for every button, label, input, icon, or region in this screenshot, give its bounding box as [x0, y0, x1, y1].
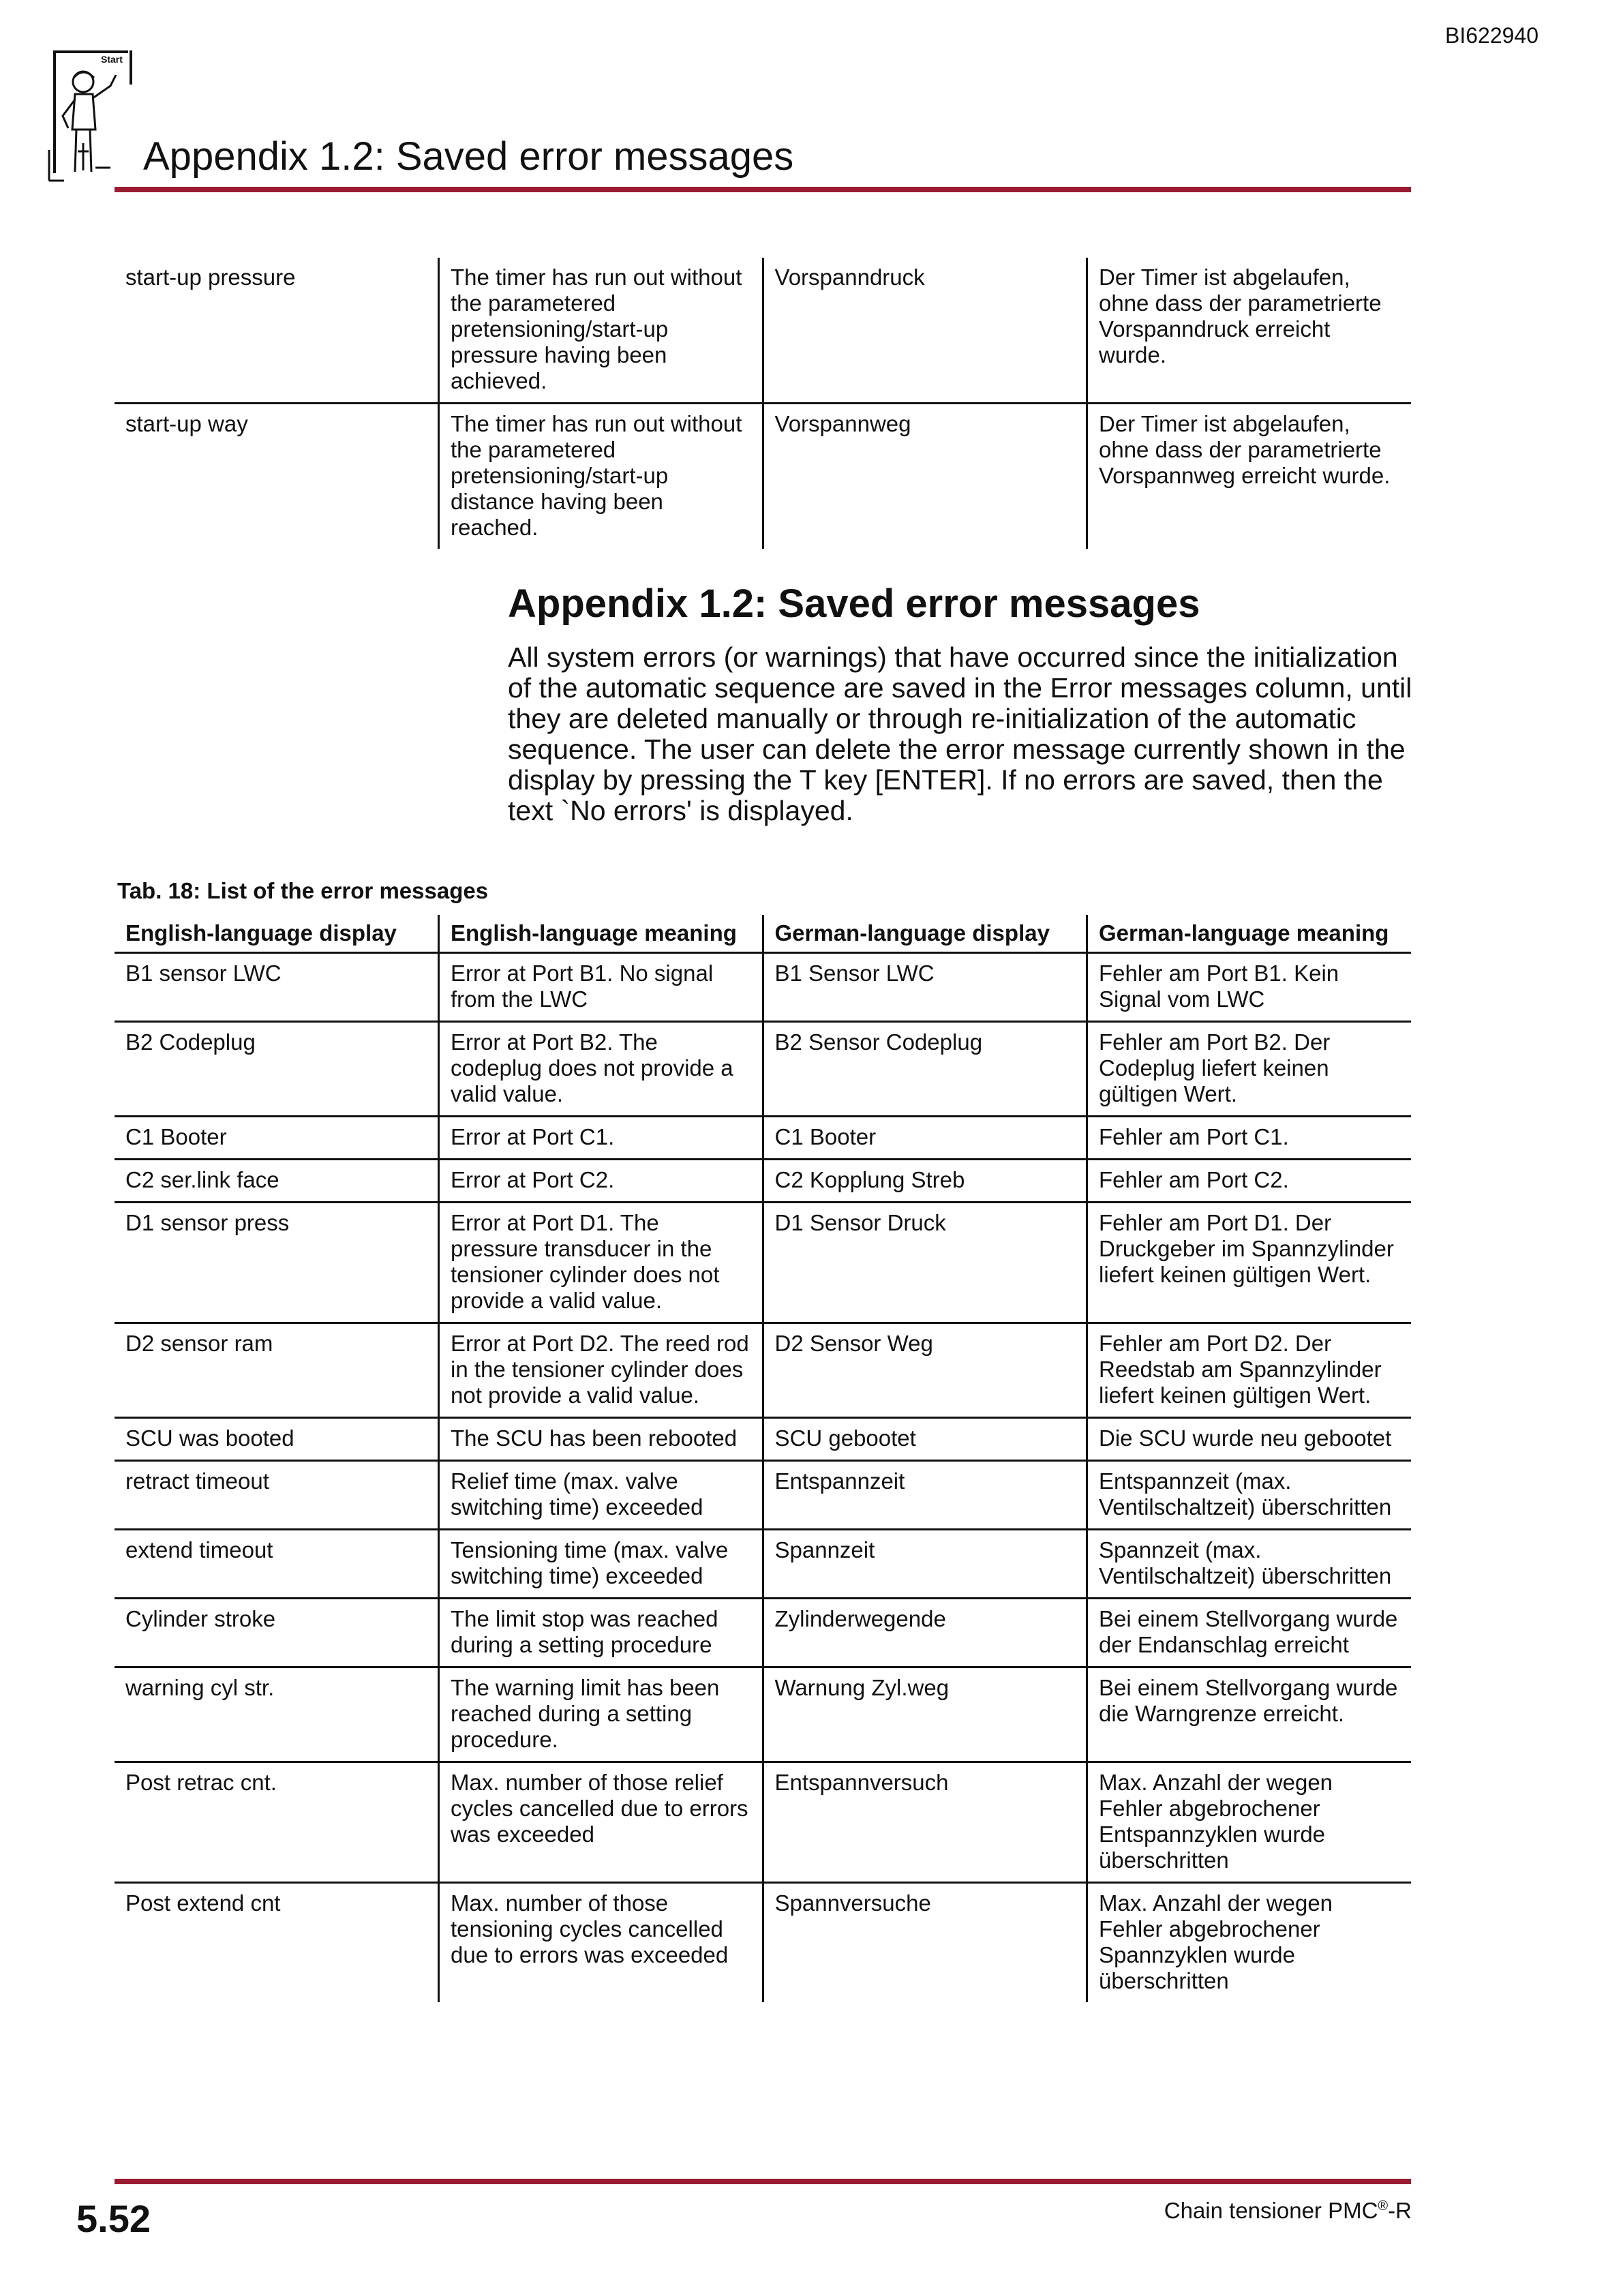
en-meaning-cell: Relief time (max. valve switching time) exceeded: [439, 1461, 763, 1530]
table-row: [115, 1203, 1411, 1323]
de-display-cell: SCU gebootet: [763, 1418, 1087, 1461]
table-row: [115, 953, 1411, 1022]
column-header: German-language meaning: [1087, 915, 1412, 953]
de-meaning-cell: Der Timer ist abgelaufen, ohne dass der parametrierte Vorspanndruck erreicht wurde.: [1087, 258, 1412, 404]
de-display-cell: C2 Kopplung Streb: [763, 1160, 1087, 1203]
section-title: Appendix 1.2: Saved error messages: [508, 581, 1200, 626]
en-display-cell: Cylinder stroke: [115, 1599, 439, 1667]
de-meaning-cell: Fehler am Port B1. Kein Signal vom LWC: [1087, 953, 1412, 1022]
en-display-cell: B2 Codeplug: [115, 1022, 439, 1117]
de-display-cell: Spannzeit: [763, 1530, 1087, 1599]
de-meaning-cell: Fehler am Port D2. Der Reedstab am Spannzylinder liefert keinen gültigen Wert.: [1087, 1323, 1412, 1418]
en-display-cell: Post extend cnt: [115, 1883, 439, 2003]
de-meaning-cell: Der Timer ist abgelaufen, ohne dass der parametrierte Vorspannweg erreicht wurde.: [1087, 404, 1412, 549]
en-meaning-cell: The limit stop was reached during a setting procedure: [439, 1599, 763, 1667]
en-meaning-cell: Max. number of those relief cycles cancelled due to errors was exceeded: [439, 1762, 763, 1883]
column-header: English-language meaning: [439, 915, 763, 953]
header-divider: [115, 187, 1411, 192]
en-display-cell: C2 ser.link face: [115, 1160, 439, 1203]
de-display-cell: Warnung Zyl.weg: [763, 1667, 1087, 1762]
de-meaning-cell: Fehler am Port B2. Der Codeplug liefert keinen gültigen Wert.: [1087, 1022, 1412, 1117]
table-row: [115, 1762, 1411, 1883]
de-meaning-cell: Bei einem Stellvorgang wurde die Warngrenze erreicht.: [1087, 1667, 1412, 1762]
logo-text: Start: [101, 54, 123, 65]
en-display-cell: Post retrac cnt.: [115, 1762, 439, 1883]
en-meaning-cell: Error at Port B1. No signal from the LWC: [439, 953, 763, 1022]
error-messages-table: [115, 915, 1411, 2002]
en-display-cell: retract timeout: [115, 1461, 439, 1530]
document-id: BI622940: [1445, 23, 1539, 48]
table-row: [115, 258, 1411, 404]
product-name: Chain tensioner PMC: [1164, 2198, 1378, 2223]
de-meaning-cell: Max. Anzahl der wegen Fehler abgebrochener Entspannzyklen wurde überschritten: [1087, 1762, 1412, 1883]
table-row: [115, 1667, 1411, 1762]
column-header: English-language display: [115, 915, 439, 953]
en-meaning-cell: The warning limit has been reached during a setting procedure.: [439, 1667, 763, 1762]
de-display-cell: B2 Sensor Codeplug: [763, 1022, 1087, 1117]
table-row: [115, 1530, 1411, 1599]
en-display-cell: B1 sensor LWC: [125, 961, 282, 986]
en-meaning-cell: Error at Port C1.: [439, 1117, 763, 1160]
table-row: [115, 1883, 1411, 2003]
de-meaning-cell: Fehler am Port C2.: [1087, 1160, 1412, 1203]
de-display-cell: Spannversuche: [763, 1883, 1087, 2003]
en-meaning-cell: Max. number of those tensioning cycles cancelled due to errors was exceeded: [439, 1883, 763, 2003]
section-body: All system errors (or warnings) that have occurred since the initialization of the automatic sequence are saved in the Error messages column, until they are deleted manually or through re-initialization of the automatic sequence. The user can delete the error message currently shown in the display by pressing the T key [ENTER]. If no errors are saved, then the text `No errors' is displayed.: [508, 641, 1412, 826]
de-display-cell: C1 Booter: [763, 1117, 1087, 1160]
de-meaning-cell: Fehler am Port D1. Der Druckgeber im Spannzylinder liefert keinen gültigen Wert.: [1087, 1203, 1412, 1323]
de-meaning-cell: Spannzeit (max. Ventilschaltzeit) überschritten: [1087, 1530, 1412, 1599]
en-display-cell: C1 Booter: [115, 1117, 439, 1160]
de-display-cell: Vorspannweg: [763, 404, 1087, 549]
en-display-cell: SCU was booted: [115, 1418, 439, 1461]
table-row: [115, 1117, 1411, 1160]
en-display-cell: start-up way: [115, 404, 439, 549]
table-row: [115, 1323, 1411, 1418]
de-display-cell: B1 Sensor LWC: [763, 953, 1087, 1022]
de-meaning-cell: Fehler am Port C1.: [1087, 1117, 1412, 1160]
table-row: [115, 404, 1411, 549]
de-meaning-cell: Max. Anzahl der wegen Fehler abgebrochener Spannzyklen wurde überschritten: [1087, 1883, 1412, 2003]
page-header-title: Appendix 1.2: Saved error messages: [143, 134, 794, 179]
registered-mark: ®: [1378, 2199, 1389, 2214]
en-display-cell: D1 sensor press: [115, 1203, 439, 1323]
en-meaning-cell: The timer has run out without the parametered pretensioning/start-up distance having been reached.: [439, 404, 763, 549]
en-meaning-cell: Error at Port D2. The reed rod in the tensioner cylinder does not provide a valid value.: [439, 1323, 763, 1418]
footer-divider: [115, 2179, 1411, 2184]
de-display-cell: Entspannzeit: [763, 1461, 1087, 1530]
table-row: [115, 1022, 1411, 1117]
column-header: German-language display: [763, 915, 1087, 953]
de-display-cell: Vorspanndruck: [763, 258, 1087, 404]
en-meaning-cell: Error at Port B2. The codeplug does not provide a valid value.: [439, 1022, 763, 1117]
table-row: [115, 1418, 1411, 1461]
en-display-cell: extend timeout: [115, 1530, 439, 1599]
table-header-row: [115, 915, 1411, 953]
de-display-cell: D1 Sensor Druck: [763, 1203, 1087, 1323]
en-display-cell: D2 sensor ram: [115, 1323, 439, 1418]
de-display-cell: Zylinderwegende: [763, 1599, 1087, 1667]
de-display-cell: D2 Sensor Weg: [763, 1323, 1087, 1418]
page-number: 5.52: [76, 2197, 151, 2240]
en-display-cell: start-up pressure: [125, 265, 296, 290]
de-display-cell: Entspannversuch: [763, 1762, 1087, 1883]
en-meaning-cell: The timer has run out without the parametered pretensioning/start-up pressure having been achieved.: [439, 258, 763, 404]
de-meaning-cell: Bei einem Stellvorgang wurde der Endanschlag erreicht: [1087, 1599, 1412, 1667]
product-suffix: -R: [1388, 2198, 1412, 2223]
table-row: [115, 1461, 1411, 1530]
en-display-cell: warning cyl str.: [115, 1667, 439, 1762]
en-meaning-cell: Error at Port D1. The pressure transducer in the tensioner cylinder does not provide a valid value.: [439, 1203, 763, 1323]
table-row: [115, 1160, 1411, 1203]
continued-error-table: [115, 258, 1411, 549]
en-meaning-cell: Tensioning time (max. valve switching time) exceeded: [439, 1530, 763, 1599]
table-caption: Tab. 18: List of the error messages: [117, 878, 489, 903]
de-meaning-cell: Entspannzeit (max. Ventilschaltzeit) überschritten: [1087, 1461, 1412, 1530]
de-meaning-cell: Die SCU wurde neu gebootet: [1087, 1418, 1412, 1461]
en-meaning-cell: The SCU has been rebooted: [439, 1418, 763, 1461]
footer-product: [1164, 2198, 1412, 2224]
table-row: [115, 1599, 1411, 1667]
start-sign-worker-icon: [48, 48, 136, 184]
en-meaning-cell: Error at Port C2.: [439, 1160, 763, 1203]
